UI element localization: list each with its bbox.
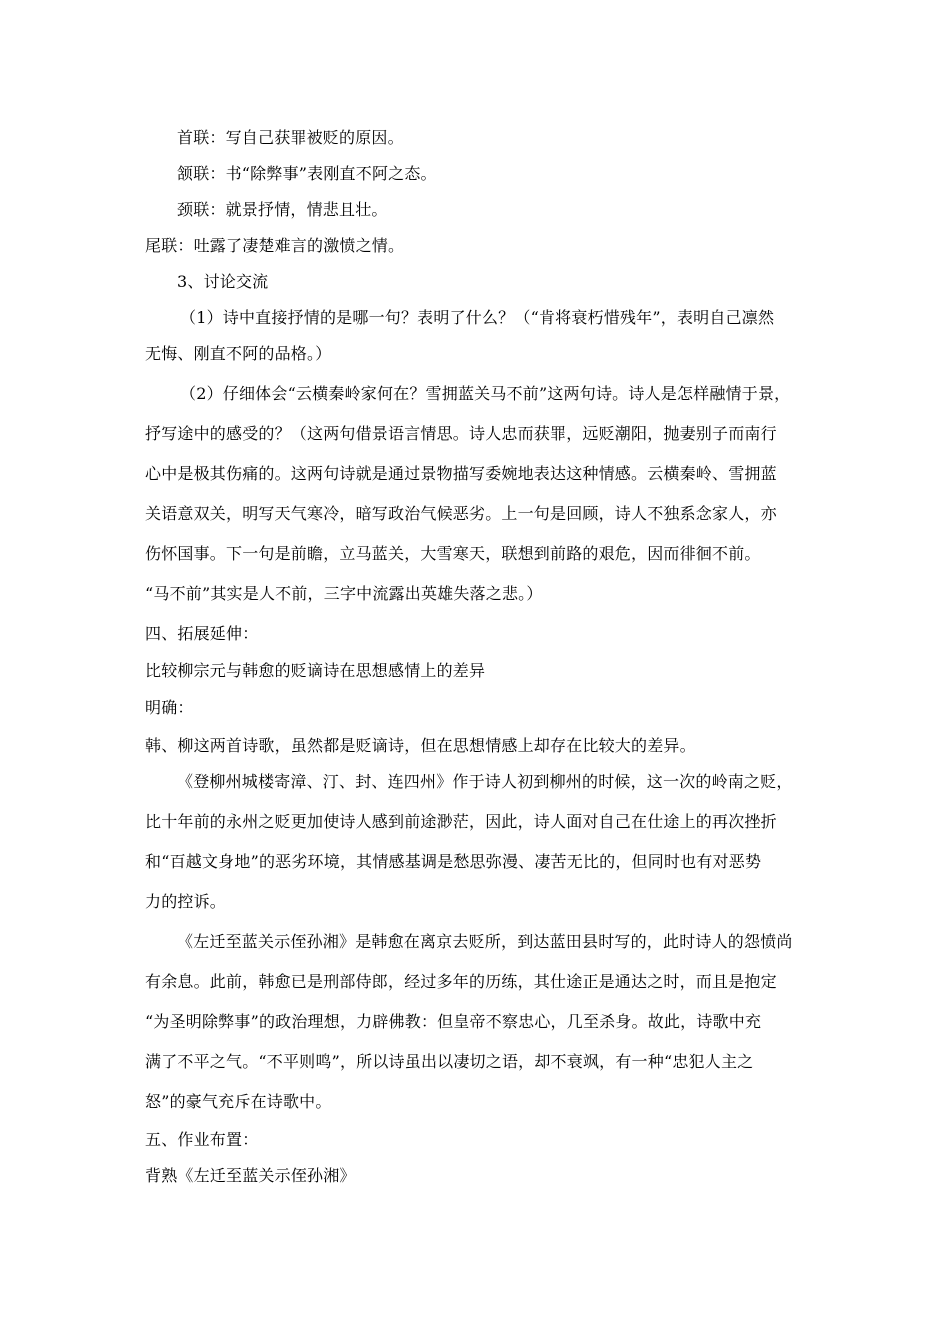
discussion-q1-line: 无悔、刚直不阿的品格。） xyxy=(145,344,332,363)
discussion-q2-line: 伤怀国事。下一句是前瞻，立马蓝关，大雪寒天，联想到前路的艰危，因而徘徊不前。 xyxy=(145,544,761,563)
discussion-q2-line: 关语意双关，明写天气寒冷，暗写政治气候恶劣。上一句是回顾，诗人不独系念家人，亦 xyxy=(145,504,777,523)
han-paragraph-line: “为圣明除弊事”的政治理想，力辟佛教：但皇帝不察忠心，几至杀身。故此，诗歌中充 xyxy=(145,1012,762,1031)
couplet-note-first: 首联：写自己获罪被贬的原因。 xyxy=(177,128,404,147)
section-heading-extension: 四、拓展延伸： xyxy=(145,624,259,643)
couplet-note-last: 尾联：吐露了凄楚难言的激愤之情。 xyxy=(145,236,405,255)
extension-topic: 比较柳宗元与韩愈的贬谪诗在思想感情上的差异 xyxy=(145,661,486,680)
answer-label: 明确： xyxy=(145,698,194,717)
han-paragraph-line: 怒”的豪气充斥在诗歌中。 xyxy=(145,1092,332,1111)
homework-task: 背熟《左迁至蓝关示侄孙湘》 xyxy=(145,1166,356,1185)
han-paragraph-line: 《左迁至蓝关示侄孙湘》是韩愈在离京去贬所，到达蓝田县时写的，此时诗人的怨愤尚 xyxy=(177,932,793,951)
liu-paragraph-line: 比十年前的永州之贬更加使诗人感到前途渺茫，因此，诗人面对自己在仕途上的再次挫折 xyxy=(145,812,777,831)
discussion-q2-line: 心中是极其伤痛的。这两句诗就是通过景物描写委婉地表达这种情感。云横秦岭、雪拥蓝 xyxy=(145,464,777,483)
section-heading-homework: 五、作业布置： xyxy=(145,1130,259,1149)
couplet-note-second: 颔联：书“除弊事”表刚直不阿之态。 xyxy=(177,164,437,183)
liu-paragraph-line: 和“百越文身地”的恶劣环境，其情感基调是愁思弥漫、凄苦无比的，但同时也有对恶势 xyxy=(145,852,762,871)
section-heading-discussion: 3、讨论交流 xyxy=(177,272,269,291)
discussion-q2-line: （2）仔细体会“云横秦岭家何在？雪拥蓝关马不前”这两句诗。诗人是怎样融情于景， xyxy=(180,384,791,403)
han-paragraph-line: 有余息。此前，韩愈已是刑部侍郎，经过多年的历练，其仕途正是通达之时，而且是抱定 xyxy=(145,972,777,991)
han-paragraph-line: 满了不平之气。“不平则鸣”，所以诗虽出以凄切之语，却不衰飒，有一种“忠犯人主之 xyxy=(145,1052,754,1071)
couplet-note-third: 颈联：就景抒情，情悲且壮。 xyxy=(177,200,388,219)
discussion-q2-line: 抒写途中的感受的？（这两句借景语言情思。诗人忠而获罪，远贬潮阳，抛妻别子而南行 xyxy=(145,424,777,443)
liu-paragraph-line: 《登柳州城楼寄漳、汀、封、连四州》作于诗人初到柳州的时候，这一次的岭南之贬， xyxy=(177,772,793,791)
discussion-q2-line: “马不前”其实是人不前，三字中流露出英雄失落之悲。） xyxy=(145,584,543,603)
answer-summary: 韩、柳这两首诗歌，虽然都是贬谪诗，但在思想情感上却存在比较大的差异。 xyxy=(145,736,696,755)
discussion-q1-line: （1）诗中直接抒情的是哪一句？表明了什么？（“肯将衰朽惜残年”，表明自己凛然 xyxy=(180,308,775,327)
liu-paragraph-line: 力的控诉。 xyxy=(145,892,227,911)
